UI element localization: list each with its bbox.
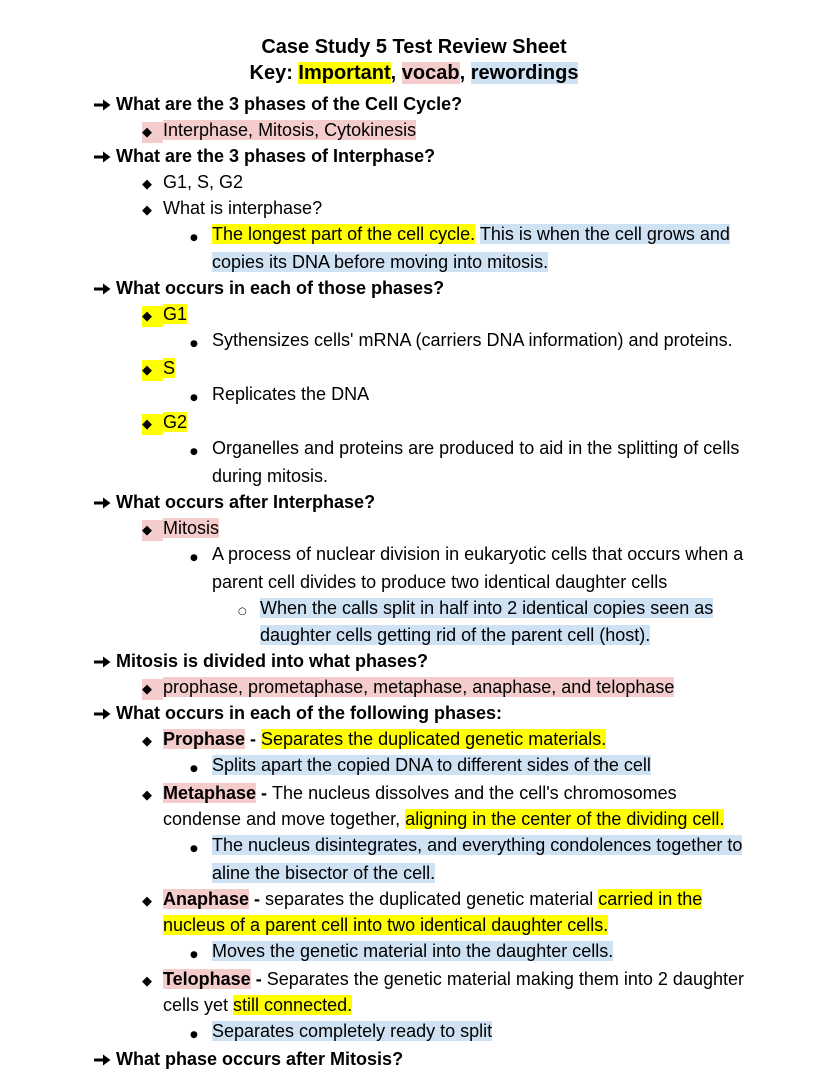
doc-line xyxy=(0,169,828,195)
text-segment: What occurs in each of the following phases: xyxy=(116,703,503,723)
disc-bullet-icon: ● xyxy=(190,447,198,457)
doc-body xyxy=(0,91,828,1072)
text-segment: Organelles and proteins are produced to aid in the splitting of cells during mitosis. xyxy=(212,438,740,486)
disc-bullet-icon: ● xyxy=(190,393,198,403)
text-segment: Key: xyxy=(249,62,299,84)
text-segment: Case Study 5 Test Review Sheet xyxy=(261,36,567,58)
diamond-bullet-icon: ◆ xyxy=(142,520,163,541)
text-segment: What is interphase? xyxy=(163,198,323,218)
highlighted-text-segment: Interphase, Mitosis, Cytokinesis xyxy=(163,120,417,140)
text-segment: - xyxy=(256,783,273,803)
highlighted-text-segment: Separates the duplicated genetic materials. xyxy=(261,729,607,749)
diamond-bullet-icon: ◆ xyxy=(142,306,163,327)
arrow-bullet-icon xyxy=(94,278,116,299)
diamond-bullet-icon: ◆ xyxy=(142,679,163,700)
text-segment: A process of nuclear division in eukaryotic cells that occurs when a parent cell divides to produce two identical daughter cells xyxy=(212,544,744,592)
text-segment: What are the 3 phases of Interphase? xyxy=(116,146,436,166)
highlighted-text-segment: Prophase xyxy=(163,729,246,749)
diamond-bullet-icon: ◆ xyxy=(142,894,152,909)
doc-line xyxy=(0,381,828,409)
doc-line xyxy=(0,489,828,515)
arrow-bullet-icon xyxy=(94,492,116,513)
doc-line xyxy=(0,780,828,832)
arrow-bullet-icon xyxy=(94,146,116,167)
doc-line xyxy=(0,355,828,381)
doc-line xyxy=(0,91,828,117)
text-segment: G1, S, G2 xyxy=(163,172,244,192)
doc-line xyxy=(0,275,828,301)
arrow-bullet-icon xyxy=(94,703,116,724)
highlighted-text-segment: S xyxy=(163,358,176,378)
text-segment: - xyxy=(249,889,266,909)
doc-line xyxy=(0,117,828,143)
doc-line xyxy=(0,674,828,700)
highlighted-text-segment: Metaphase xyxy=(163,783,257,803)
highlighted-text-segment: aligning in the center of the dividing cell. xyxy=(405,809,725,829)
text-segment: Sythensizes cells' mRNA (carriers DNA information) and proteins. xyxy=(212,330,733,350)
doc-line xyxy=(0,1018,828,1046)
highlighted-text-segment: carried in the nucleus of a parent cell into two identical daughter cells. xyxy=(163,889,703,935)
highlighted-text-segment: Moves the genetic material into the daughter cells. xyxy=(212,941,614,961)
doc-line xyxy=(0,221,828,275)
diamond-bullet-icon: ◆ xyxy=(142,203,152,218)
text-segment: The nucleus dissolves and the cell's chromosomes condense and move together, xyxy=(163,783,677,829)
doc-line xyxy=(0,515,828,541)
doc-line xyxy=(0,700,828,726)
doc-key-legend xyxy=(0,60,828,86)
circle-bullet-icon: ○ xyxy=(238,606,247,617)
highlighted-text-segment: Splits apart the copied DNA to different sides of the cell xyxy=(212,755,651,775)
doc-line xyxy=(0,752,828,780)
doc-line xyxy=(0,195,828,221)
doc-line xyxy=(0,648,828,674)
disc-bullet-icon: ● xyxy=(190,1030,198,1040)
arrow-bullet-icon xyxy=(94,1049,116,1070)
doc-line xyxy=(0,938,828,966)
highlighted-text-segment: Mitosis xyxy=(163,518,220,538)
doc-line xyxy=(0,301,828,327)
arrow-bullet-icon xyxy=(94,651,116,672)
text-segment: What phase occurs after Mitosis? xyxy=(116,1049,404,1069)
diamond-bullet-icon: ◆ xyxy=(142,734,152,749)
doc-header xyxy=(0,34,828,86)
text-segment: What are the 3 phases of the Cell Cycle? xyxy=(116,94,463,114)
doc-line xyxy=(0,1046,828,1072)
text-segment: , xyxy=(390,62,402,84)
diamond-bullet-icon: ◆ xyxy=(142,414,163,435)
disc-bullet-icon: ● xyxy=(190,553,198,563)
diamond-bullet-icon: ◆ xyxy=(142,122,163,143)
highlighted-text-segment: Anaphase xyxy=(163,889,250,909)
diamond-bullet-icon: ◆ xyxy=(142,360,163,381)
doc-line xyxy=(0,726,828,752)
doc-line xyxy=(0,886,828,938)
disc-bullet-icon: ● xyxy=(190,339,198,349)
highlighted-text-segment: Important xyxy=(298,62,391,84)
disc-bullet-icon: ● xyxy=(190,844,198,854)
text-segment: separates the duplicated genetic material xyxy=(265,889,599,909)
highlighted-text-segment: The longest part of the cell cycle. xyxy=(212,224,476,244)
doc-line xyxy=(0,966,828,1018)
highlighted-text-segment: still connected. xyxy=(233,995,353,1015)
disc-bullet-icon: ● xyxy=(190,950,198,960)
text-segment: What occurs in each of those phases? xyxy=(116,278,445,298)
text-segment: , xyxy=(459,62,471,84)
highlighted-text-segment: Separates completely ready to split xyxy=(212,1021,493,1041)
highlighted-text-segment: vocab xyxy=(401,62,460,84)
doc-line xyxy=(0,435,828,489)
disc-bullet-icon: ● xyxy=(190,233,198,243)
text-segment: - xyxy=(250,969,267,989)
text-segment: - xyxy=(245,729,262,749)
highlighted-text-segment: Telophase xyxy=(163,969,251,989)
doc-title xyxy=(0,34,828,60)
diamond-bullet-icon: ◆ xyxy=(142,974,152,989)
text-segment: Replicates the DNA xyxy=(212,384,370,404)
doc-line xyxy=(0,409,828,435)
doc-line xyxy=(0,327,828,355)
doc-line xyxy=(0,143,828,169)
highlighted-text-segment: G1 xyxy=(163,304,188,324)
doc-line xyxy=(0,595,828,648)
text-segment: Separates the genetic material making them into 2 daughter cells yet xyxy=(163,969,744,1015)
diamond-bullet-icon: ◆ xyxy=(142,788,152,803)
diamond-bullet-icon: ◆ xyxy=(142,177,152,192)
highlighted-text-segment: G2 xyxy=(163,412,188,432)
highlighted-text-segment: prophase, prometaphase, metaphase, anaphase, and telophase xyxy=(163,677,675,697)
arrow-bullet-icon xyxy=(94,94,116,115)
disc-bullet-icon: ● xyxy=(190,764,198,774)
highlighted-text-segment: When the calls split in half into 2 identical copies seen as daughter cells getting rid of the parent cell (host). xyxy=(260,598,714,645)
highlighted-text-segment: The nucleus disintegrates, and everything condolences together to aline the bisector of the cell. xyxy=(212,835,743,883)
doc-line xyxy=(0,832,828,886)
highlighted-text-segment: This is when the cell grows and copies its DNA before moving into mitosis. xyxy=(212,224,730,272)
text-segment: Mitosis is divided into what phases? xyxy=(116,651,429,671)
doc-line xyxy=(0,541,828,595)
highlighted-text-segment: rewordings xyxy=(470,62,579,84)
text-segment: What occurs after Interphase? xyxy=(116,492,376,512)
